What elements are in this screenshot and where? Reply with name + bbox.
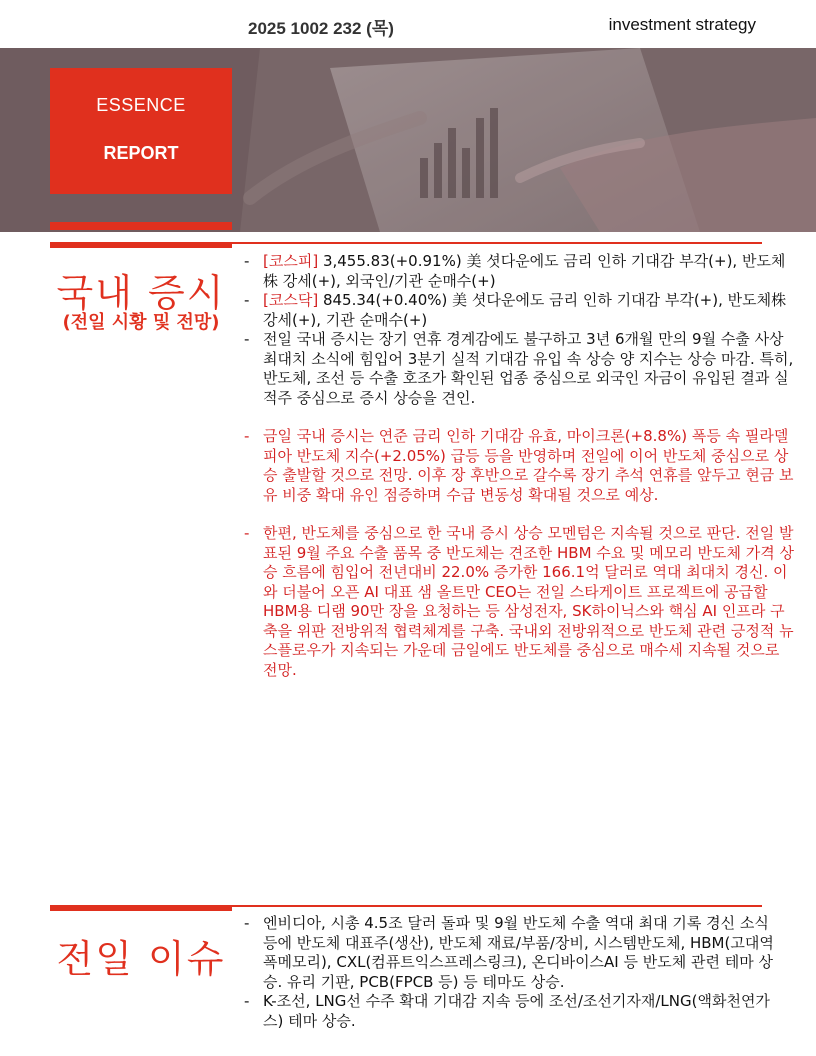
tag-kosdaq: [코스닥] <box>263 291 319 309</box>
issues-bullets <box>244 914 784 1031</box>
report-category: investment strategy <box>608 15 756 34</box>
bullet-market-review: - 전일 국내 증시는 장기 연휴 경계감에도 불구하고 3년 6개월 만의 9월 수출 사상 최대치 소식에 힘입어 3분기 실적 기대감 유입 속 상승 양 지수는 상승 마감. 특히, 반도체, 조선 등 수출 호조가 확인된 업종 중심으로 외국인 자금이 유입된 결과 실적주 중심으로 증시 상승을 견인. <box>244 330 794 407</box>
hero-banner <box>0 48 816 232</box>
domestic-bullets <box>244 252 796 680</box>
section-title-domestic: 국내 증시 <box>56 271 226 315</box>
bullet-issue-shipbuilding: - K-조선, LNG선 수주 확대 기대감 지속 등에 조선/조선기자재/LNG(액화천연가스) 테마 상승. <box>244 992 770 1030</box>
section-domestic-top-rule <box>232 242 762 244</box>
tag-kospi: [코스피] <box>263 252 319 270</box>
bullet-kospi: - [코스피] 3,455.83(+0.91%) 美 셧다운에도 금리 인하 기대감 부각(+), 반도체株 강세(+), 외국인/기관 순매수(+) <box>244 252 786 290</box>
badge-line-essence: ESSENCE <box>96 95 186 115</box>
report-date: 2025 1002 232 (목) <box>248 19 394 38</box>
badge-underline <box>50 222 232 230</box>
section-subtitle-domestic: (전일 시황 및 전망) <box>62 312 220 333</box>
section-issues-top-rule <box>232 905 762 907</box>
badge-line-report: REPORT <box>103 143 179 163</box>
essence-report-badge <box>50 68 232 194</box>
bullet-market-outlook: - 금일 국내 증시는 연준 금리 인하 기대감 유효, 마이크론(+8.8%) 폭등 속 필라델피아 반도체 지수(+2.05%) 급등 등을 반영하며 전일에 이어 반도체 중심으로 상승 출발할 것으로 전망. 이후 장 후반으로 갈수록 장기 추석 연휴를 앞두고 현금 보유 비중 확대 유인 점증하며 수급 변동성 확대될 것으로 예상. <box>244 427 794 504</box>
bullet-kosdaq: - [코스닥] 845.34(+0.40%) 美 셧다운에도 금리 인하 기대감 부각(+), 반도체株 강세(+), 기관 순매수(+) <box>244 291 787 329</box>
top-header <box>0 0 816 48</box>
section-issues-left-rule <box>50 905 232 911</box>
section-title-issues: 전일 이슈 <box>56 937 226 981</box>
bullet-semiconductor-momentum: - 한편, 반도체를 중심으로 한 국내 증시 상승 모멘텀은 지속될 것으로 판단. 전일 발표된 9월 주요 수출 품목 중 반도체는 견조한 HBM 수요 및 메모리 반도체 가격 상승 흐름에 힘입어 전년대비 22.0% 증가한 166.1억 달러로 역대 최대치 경신. 이와 더불어 오픈 AI 대표 샘 올트만 CEO는 전일 스타게이트 프로젝트에 공급할 HBM용 디램 90만 장을 요청하는 등 삼성전자, SK하이닉스와 핵심 AI 인프라 구축을 위판 전방위적 협력체계를 구축. 국내외 전방위적으로 반도체 관련 긍정적 뉴스플로우가 지속되는 가운데 금일에도 반도체를 중심으로 매수세 지속될 것으로 전망. <box>244 524 795 679</box>
section-domestic-left-rule <box>50 242 232 248</box>
bullet-issue-semiconductor: - 엔비디아, 시총 4.5조 달러 돌파 및 9월 반도체 수출 역대 최대 기록 경신 소식 등에 반도체 대표주(생산), 반도체 재료/부품/장비, 시스템반도체, HBM(고대역폭메모리), CXL(컴퓨트익스프레스링크), 온디바이스AI 등 반도체 관련 테마 상승. 유리 기판, PCB(FPCB 등) 등 테마도 상승. <box>244 914 774 991</box>
